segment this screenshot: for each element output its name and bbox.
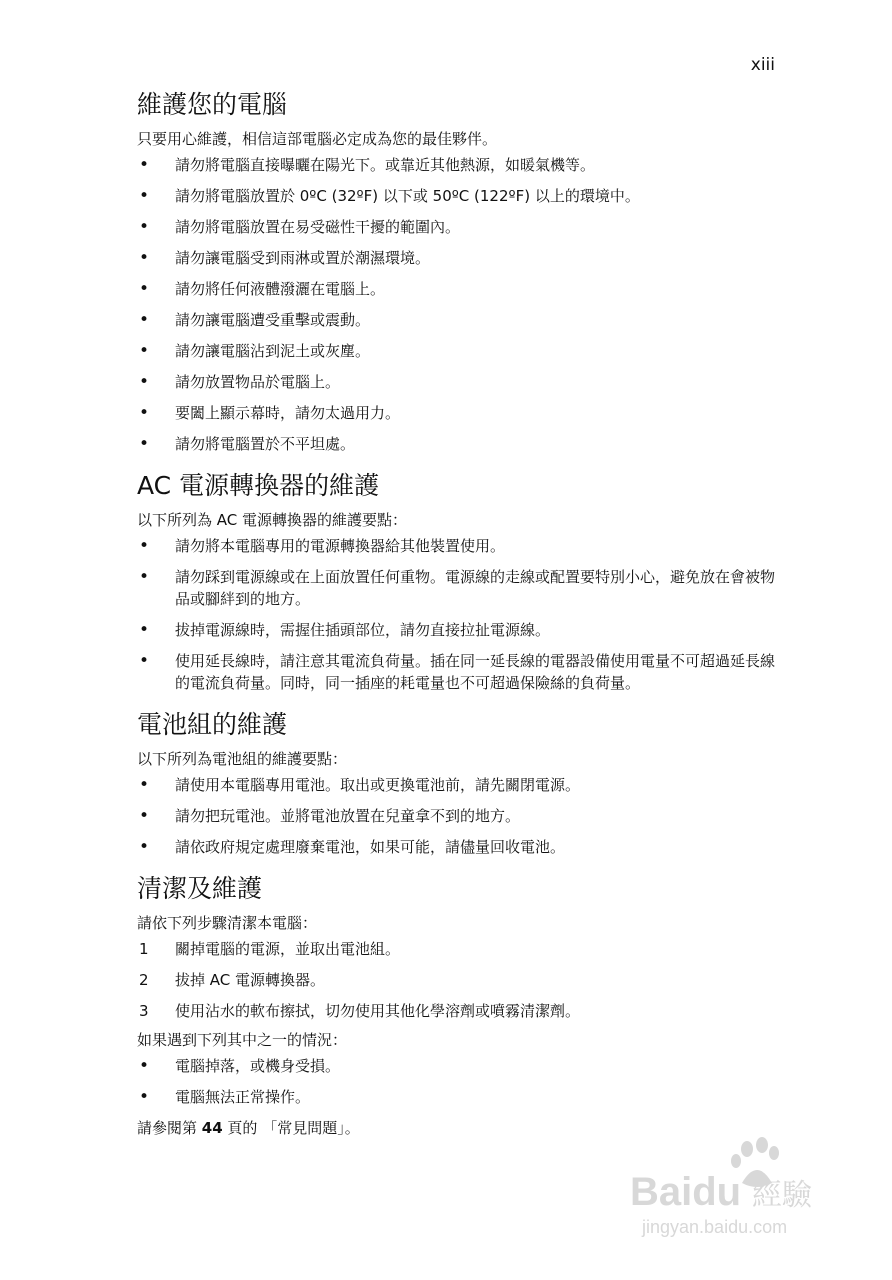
list-item: • 請使用本電腦專用電池。取出或更換電池前，請先關閉電源。 bbox=[137, 774, 777, 796]
watermark-url: jingyan.baidu.com bbox=[642, 1217, 788, 1237]
list-item: • 請勿將電腦置於不平坦處。 bbox=[137, 433, 777, 455]
bullet-list bbox=[137, 535, 777, 694]
list-item: • 請勿將本電腦專用的電源轉換器給其他裝置使用。 bbox=[137, 535, 777, 557]
list-item: • 請勿讓電腦受到雨淋或置於潮濕環境。 bbox=[137, 247, 777, 269]
section-ac-adapter bbox=[137, 469, 777, 694]
numbered-step bbox=[137, 969, 777, 991]
step-text: 使用沾水的軟布擦拭，切勿使用其他化學溶劑或噴霧清潔劑。 bbox=[175, 1002, 581, 1020]
section-battery bbox=[137, 708, 777, 858]
list-item: • 請勿將電腦放置於 0ºC (32ºF) 以下或 50ºC (122ºF) 以上的環境中。 bbox=[137, 185, 777, 207]
section-intro: 以下所列為電池組的維護要點： bbox=[137, 750, 348, 768]
baidu-watermark-logo bbox=[622, 1135, 842, 1245]
step-number: 3 bbox=[139, 1002, 149, 1020]
numbered-list bbox=[137, 938, 777, 1022]
bullet-list bbox=[137, 154, 777, 455]
bullet-list bbox=[137, 1055, 777, 1108]
reference-post: 頁的 「常見問題」。 bbox=[222, 1119, 360, 1137]
step-number: 2 bbox=[139, 971, 149, 989]
section-intro: 請依下列步驟清潔本電腦： bbox=[137, 914, 318, 932]
list-item: • 請勿將電腦直接曝曬在陽光下。或靠近其他熱源，如暖氣機等。 bbox=[137, 154, 777, 176]
list-item: • 請勿踩到電源線或在上面放置任何重物。電源線的走線或配置要特別小心，避免放在會被物品或腳絆到的地方。 bbox=[137, 566, 777, 610]
list-item: • 請依政府規定處理廢棄電池，如果可能，請儘量回收電池。 bbox=[137, 836, 777, 858]
list-item: • 電腦掉落，或機身受損。 bbox=[137, 1055, 777, 1077]
step-text: 拔掉 AC 電源轉換器。 bbox=[175, 971, 326, 989]
condition-intro: 如果遇到下列其中之一的情況： bbox=[137, 1031, 348, 1049]
list-item: • 電腦無法正常操作。 bbox=[137, 1086, 777, 1108]
section-intro: 只要用心維護，相信這部電腦必定成為您的最佳夥伴。 bbox=[137, 130, 498, 148]
watermark-brand: Baidu bbox=[630, 1170, 742, 1214]
section-cleaning bbox=[137, 872, 777, 1139]
section-care bbox=[137, 88, 777, 455]
section-title: AC 電源轉換器的維護 bbox=[137, 471, 380, 500]
numbered-step bbox=[137, 938, 777, 960]
section-title: 電池組的維護 bbox=[137, 710, 288, 739]
step-number: 1 bbox=[139, 940, 149, 958]
document-body bbox=[137, 88, 777, 1143]
list-item: • 使用延長線時，請注意其電流負荷量。插在同一延長線的電器設備使用電量不可超過延長線的電流負荷量。同時，同一插座的耗電量也不可超過保險絲的負荷量。 bbox=[137, 650, 777, 694]
page-number: xiii bbox=[750, 55, 775, 75]
list-item: • 拔掉電源線時，需握住插頭部位，請勿直接拉扯電源線。 bbox=[137, 619, 777, 641]
watermark-sub: 經驗 bbox=[752, 1178, 812, 1213]
list-item: • 請勿將電腦放置在易受磁性干擾的範圍內。 bbox=[137, 216, 777, 238]
list-item: • 請勿放置物品於電腦上。 bbox=[137, 371, 777, 393]
list-item: • 請勿把玩電池。並將電池放置在兒童拿不到的地方。 bbox=[137, 805, 777, 827]
list-item: • 請勿將任何液體潑灑在電腦上。 bbox=[137, 278, 777, 300]
section-title: 維護您的電腦 bbox=[137, 90, 288, 119]
bullet-list bbox=[137, 774, 777, 858]
list-item: • 要闔上顯示幕時，請勿太過用力。 bbox=[137, 402, 777, 424]
reference-page-link[interactable]: 44 bbox=[201, 1119, 223, 1137]
section-title: 清潔及維護 bbox=[137, 874, 263, 903]
numbered-step bbox=[137, 1000, 777, 1022]
section-intro: 以下所列為 AC 電源轉換器的維護要點： bbox=[137, 511, 408, 529]
reference-pre: 請參閱第 bbox=[137, 1119, 202, 1137]
list-item: • 請勿讓電腦沾到泥土或灰塵。 bbox=[137, 340, 777, 362]
step-text: 關掉電腦的電源，並取出電池組。 bbox=[175, 940, 401, 958]
list-item: • 請勿讓電腦遭受重擊或震動。 bbox=[137, 309, 777, 331]
